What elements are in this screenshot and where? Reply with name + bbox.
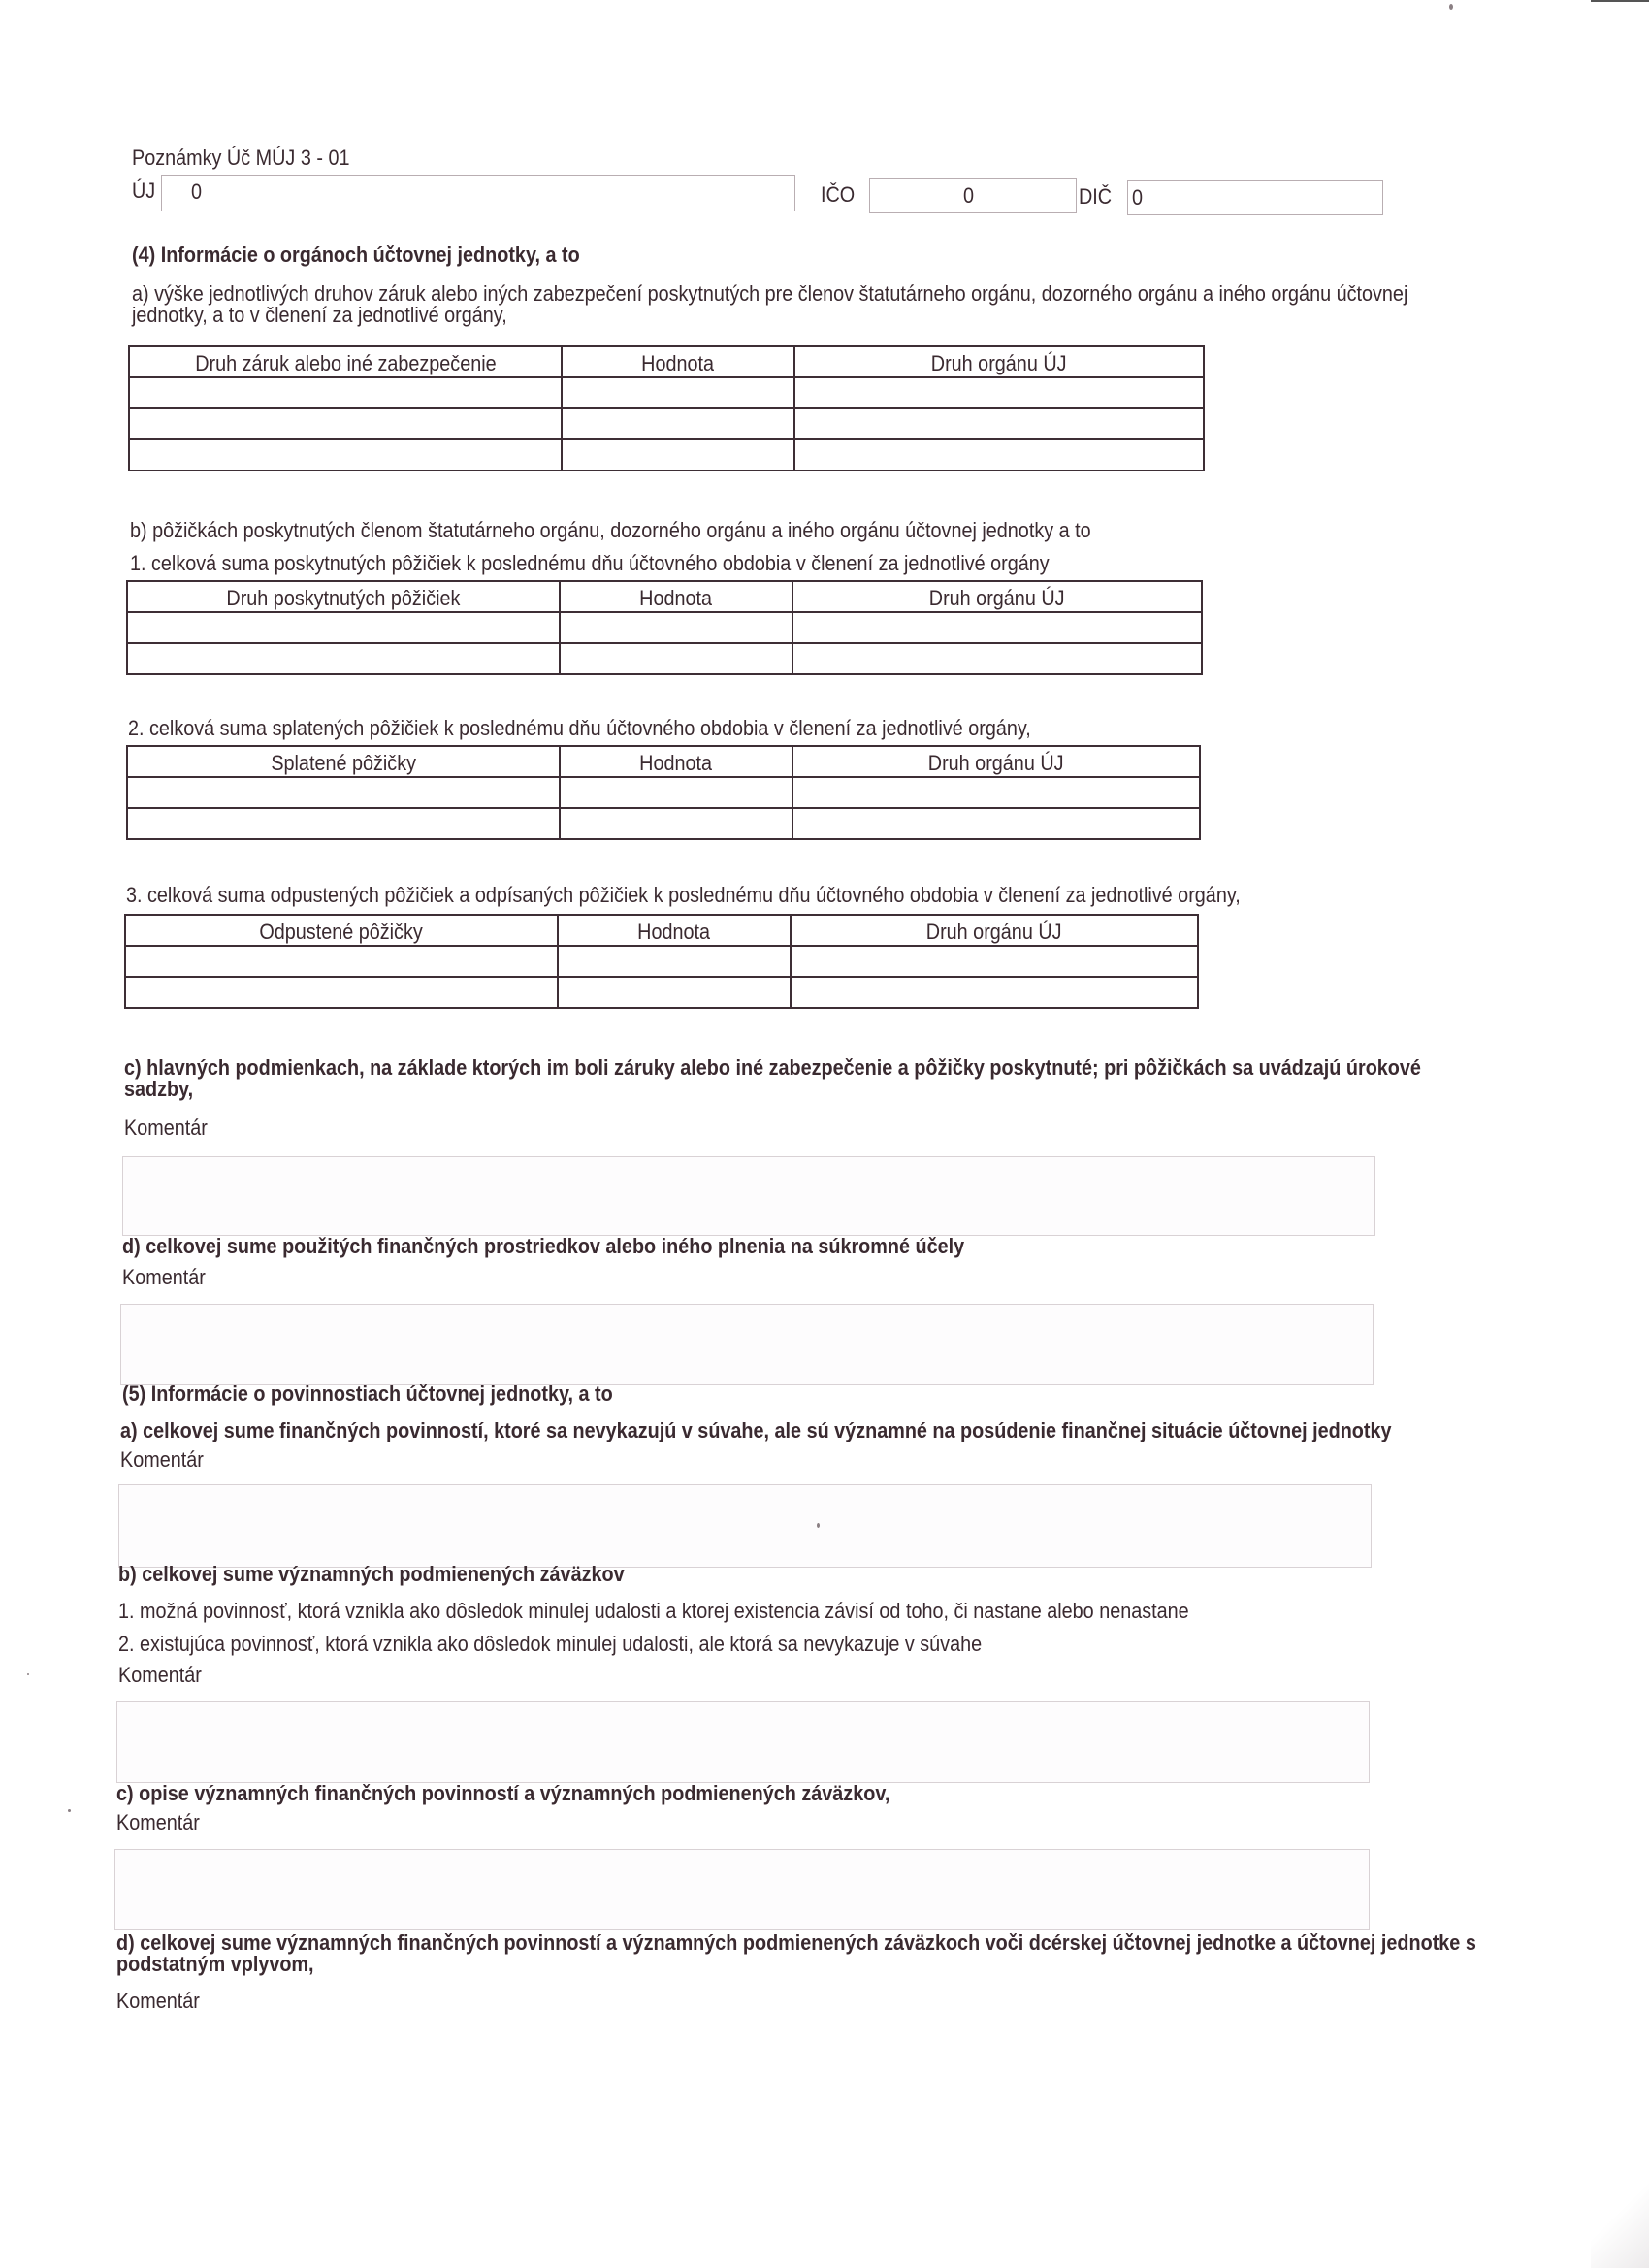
col-header: Druh záruk alebo iné zabezpečenie (194, 351, 497, 375)
col-header: Splatené pôžičky (271, 751, 416, 775)
section5-b1-text: 1. možná povinnosť, ktorá vznikla ako dôsledok minulej udalosti a ktorej existencia závisí od toho, či nastane alebo nenastane (118, 1599, 1189, 1623)
table-row (125, 946, 1198, 977)
table-row (129, 408, 1204, 439)
dic-label: DIČ (1079, 184, 1113, 209)
scan-speck (27, 1673, 29, 1675)
section4-b3-text: 3. celková suma odpustených pôžičiek a odpísaných pôžičiek k poslednému dňu účtovného obdobia v členení za jednotlivé orgány, (126, 883, 1241, 907)
section5-d-line1: d) celkovej sume významných finančných povinností a významných podmienených záväzkoch voči dcérskej účtovnej jednotke a účtovnej jednotke s (116, 1930, 1476, 1955)
col-header: Hodnota (639, 751, 713, 775)
section4-b2-text: 2. celková suma splatených pôžičiek k poslednému dňu účtovného obdobia v členení za jednotlivé orgány, (128, 716, 1031, 740)
section4-a-line2: jednotky, a to v členení za jednotlivé orgány, (132, 303, 507, 327)
section5-b-text: b) celkovej sume významných podmienených záväzkov (118, 1562, 625, 1586)
col-header: Odpustené pôžičky (259, 920, 424, 944)
col-header: Hodnota (637, 920, 711, 944)
table-row (125, 977, 1198, 1008)
col-header: Hodnota (641, 351, 715, 375)
table-loans-provided (126, 580, 1203, 675)
col-header: Druh orgánu ÚJ (929, 586, 1065, 610)
table-row (127, 808, 1200, 839)
comment-box[interactable] (114, 1849, 1370, 1930)
section4-d-text: d) celkovej sume použitých finančných prostriedkov alebo iného plnenia na súkromné účely (122, 1234, 965, 1258)
ico-field[interactable] (869, 178, 1077, 213)
table-row (127, 643, 1202, 674)
scan-edge-mark (1591, 0, 1649, 2)
table-row (127, 777, 1200, 808)
section5-b-comment-label: Komentár (118, 1663, 202, 1687)
uj-field[interactable] (161, 175, 795, 211)
ico-value: 0 (963, 183, 975, 208)
section4-a-line1: a) výške jednotlivých druhov záruk alebo iných zabezpečení poskytnutých pre členov štatutárneho orgánu, dozorného orgánu a iného orgánu účtovnej (132, 281, 1408, 306)
comment-box[interactable] (120, 1304, 1374, 1385)
col-header: Druh orgánu ÚJ (931, 351, 1067, 375)
scan-speck (68, 1809, 71, 1812)
dic-value: 0 (1132, 185, 1144, 210)
section5-c-text: c) opise významných finančných povinností a významných podmienených záväzkov, (116, 1781, 890, 1805)
uj-value: 0 (191, 179, 203, 204)
table-row (129, 439, 1204, 470)
section4-c-comment-label: Komentár (124, 1116, 208, 1140)
section4-heading: (4) Informácie o orgánoch účtovnej jednotky, a to (132, 243, 580, 267)
scan-speck (1449, 4, 1453, 10)
section5-b2-text: 2. existujúca povinnosť, ktorá vznikla ako dôsledok minulej udalosti, ale ktorá sa nevykazuje v súvahe (118, 1632, 983, 1656)
table-row (129, 377, 1204, 408)
table-loans-forgiven (124, 914, 1199, 1009)
section5-heading: (5) Informácie o povinnostiach účtovnej jednotky, a to (122, 1381, 613, 1406)
comment-box[interactable] (122, 1156, 1375, 1236)
section5-d-line2: podstatným vplyvom, (116, 1952, 314, 1976)
section5-c-comment-label: Komentár (116, 1810, 200, 1834)
section4-b1-text: 1. celková suma poskytnutých pôžičiek k poslednému dňu účtovného obdobia v členení za jednotlivé orgány (130, 551, 1050, 575)
scan-corner-shadow (1591, 2183, 1649, 2268)
section5-a-text: a) celkovej sume finančných povinností, ktoré sa nevykazujú v súvahe, ale sú významné na posúdenie finančnej situácie účtovnej jednotky (120, 1418, 1392, 1442)
section4-c-line1: c) hlavných podmienkach, na základe ktorých im boli záruky alebo iné zabezpečenie a pôžičky poskytnuté; pri pôžičkách sa uvádzajú úrokové (124, 1055, 1421, 1080)
uj-label: ÚJ (132, 178, 156, 203)
table-row (127, 612, 1202, 643)
scan-speck (817, 1523, 820, 1528)
section4-c-line2: sadzby, (124, 1077, 194, 1101)
section4-b-text: b) pôžičkách poskytnutých členom štatutárneho orgánu, dozorného orgánu a iného orgánu účtovnej jednotky a to (130, 518, 1091, 542)
comment-box[interactable] (118, 1484, 1372, 1568)
comment-box[interactable] (116, 1701, 1370, 1783)
col-header: Druh orgánu ÚJ (928, 751, 1064, 775)
section4-d-comment-label: Komentár (122, 1265, 206, 1289)
ico-label: IČO (821, 182, 856, 207)
form-title: Poznámky Úč MÚJ 3 - 01 (132, 146, 350, 170)
dic-field[interactable] (1127, 180, 1383, 215)
table-guarantees (128, 345, 1205, 471)
section5-d-comment-label: Komentár (116, 1989, 200, 2013)
col-header: Druh orgánu ÚJ (926, 920, 1062, 944)
table-loans-repaid (126, 745, 1201, 840)
section5-a-comment-label: Komentár (120, 1447, 204, 1472)
col-header: Hodnota (639, 586, 713, 610)
col-header: Druh poskytnutých pôžičiek (226, 586, 461, 610)
